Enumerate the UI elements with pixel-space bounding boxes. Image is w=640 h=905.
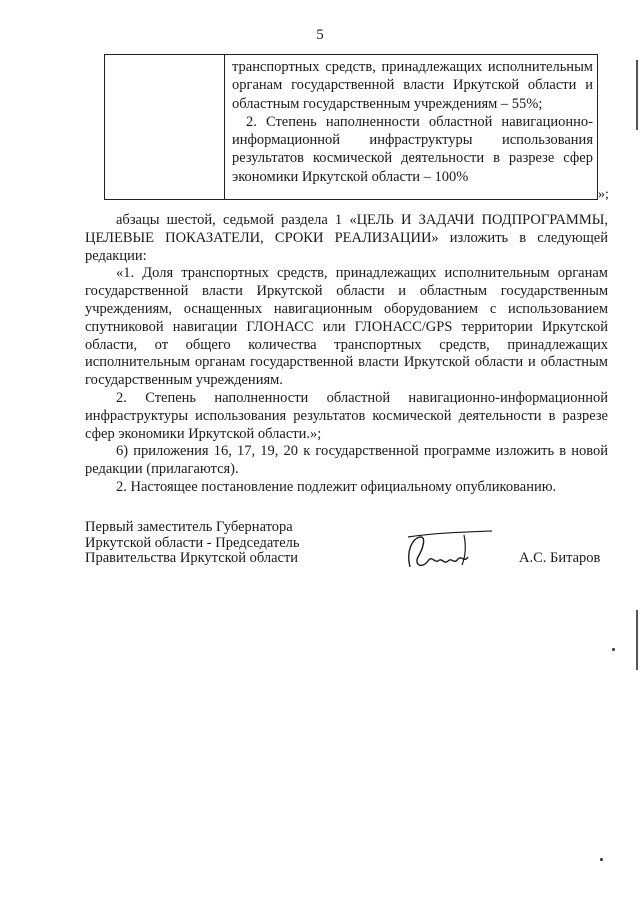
table-cell-paragraph-1: транспортных средств, принадлежащих исполнительным органам государственной власти Иркутской области и областным государственным учреждениям – 55%; <box>232 59 593 112</box>
scan-edge-lower <box>636 610 638 670</box>
handwritten-signature <box>404 527 494 579</box>
signatory-name: А.С. Битаров <box>519 550 601 566</box>
table-right-cell <box>232 58 593 186</box>
signatory-title <box>85 520 300 567</box>
table-cell-paragraph-2: 2. Степень наполненности областной навигационно-информационной инфраструктуры использования результатов космической деятельности в разрезе сфер экономики Иркутской области – 100% <box>232 113 593 185</box>
body-paragraph-3: 2. Степень наполненности областной навигационно-информационной инфраструктуры использования результатов космической деятельности в разрезе сфер экономики Иркутской области.»; <box>85 389 608 442</box>
signatory-title-line-3: Правительства Иркутской области <box>85 550 299 566</box>
scan-speck <box>612 648 615 651</box>
table-close-mark: »; <box>598 187 609 202</box>
body-paragraph-2: «1. Доля транспортных средств, принадлежащих исполнительным органам государственной власти Иркутской области и областным государственным учреждениям, оснащенных навигационным оборудованием с использованием спутниковой навигации ГЛОНАСС или ГЛОНАСС/GPS территории Иркутской области, от общего количества транспортных средств, принадлежащих исполнительным органам государственной власти Иркутской области и областным государственным учреждениям. <box>85 265 608 389</box>
document-body <box>85 212 608 497</box>
body-paragraph-5: 2. Настоящее постановление подлежит официальному опубликованию. <box>116 478 557 495</box>
scan-edge-upper <box>636 60 638 130</box>
scan-speck <box>600 858 603 861</box>
body-paragraph-1: абзацы шестой, седьмой раздела 1 «ЦЕЛЬ И ЗАДАЧИ ПОДПРОГРАММЫ, ЦЕЛЕВЫЕ ПОКАЗАТЕЛИ, СРОКИ РЕАЛИЗАЦИИ» изложить в следующей редакции: <box>85 212 608 264</box>
signatory-title-line-2: Иркутской области - Председатель <box>85 534 300 551</box>
continuation-table <box>104 54 598 200</box>
table-column-divider <box>224 55 225 199</box>
body-paragraph-4: 6) приложения 16, 17, 19, 20 к государственной программе изложить в новой редакции (прилагаются). <box>85 443 608 478</box>
page-number: 5 <box>316 27 324 43</box>
signatory-title-line-1: Первый заместитель Губернатора <box>85 519 293 535</box>
